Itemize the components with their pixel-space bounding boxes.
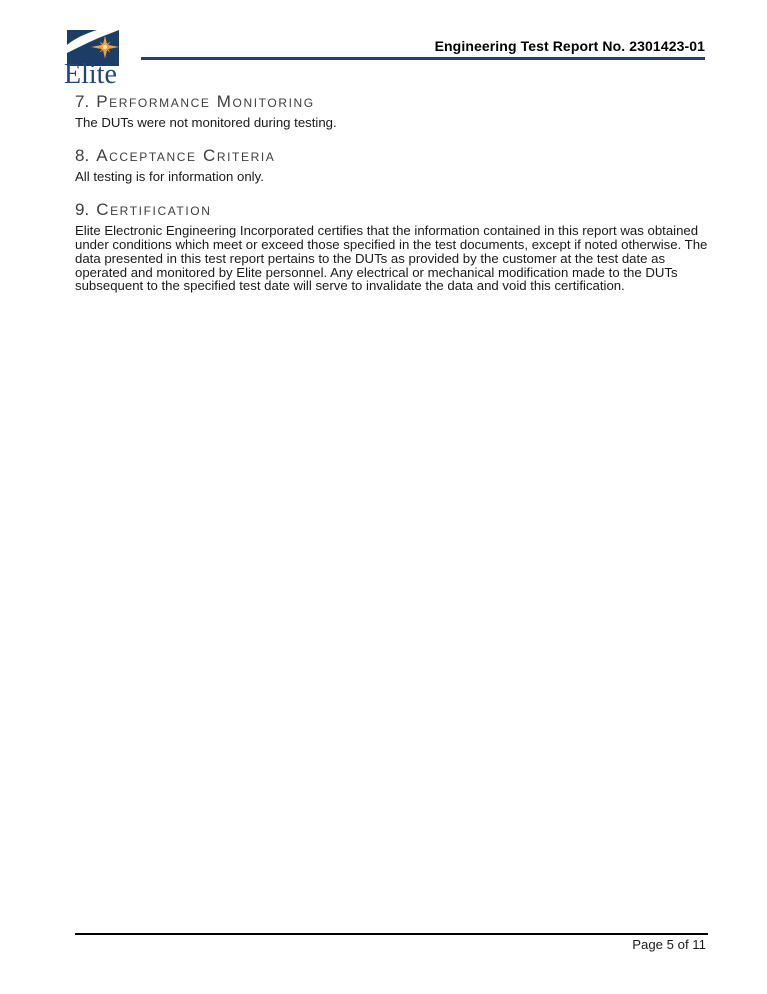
section-title: Certification	[96, 199, 212, 219]
elite-logo	[64, 30, 134, 90]
report-number-title: Engineering Test Report No. 2301423-01	[434, 38, 705, 54]
section-heading	[75, 147, 706, 165]
section-heading	[75, 201, 706, 219]
paragraph-line: data presented in this test report pertains to the DUTs as provided by the customer at the test date as	[75, 250, 666, 266]
paragraph-line: subsequent to the specified test date will serve to invalidate the data and void this certification.	[75, 278, 625, 294]
elite-logo-text: Elite	[64, 59, 117, 90]
section-text: The DUTs were not monitored during testing.	[75, 115, 337, 130]
logo-star-core	[103, 45, 107, 49]
paragraph-line: operated and monitored by Elite personnel. Any electrical or mechanical modification made to the DUTs	[75, 264, 678, 280]
section-text: All testing is for information only.	[75, 168, 264, 184]
report-body	[75, 93, 706, 310]
paragraph-line: under conditions which meet or exceed those specified in the test documents, except if noted otherwise. The	[75, 236, 708, 252]
section-certification	[75, 201, 706, 294]
certification-paragraph	[75, 224, 706, 294]
header-rule	[141, 57, 705, 60]
section-title: Performance Monitoring	[96, 92, 315, 111]
section-number: 9.	[75, 199, 90, 219]
section-number: 7.	[75, 92, 90, 111]
section-number: 8.	[75, 145, 90, 165]
section-heading	[75, 93, 706, 111]
page-number-label: Page 5 of 11	[632, 937, 706, 952]
paragraph-line: Elite Electronic Engineering Incorporated certifies that the information contained in this report was obtained	[75, 222, 699, 238]
section-acceptance-criteria	[75, 147, 706, 184]
footer-rule	[75, 933, 708, 935]
section-title: Acceptance Criteria	[96, 145, 276, 165]
section-performance-monitoring	[75, 93, 706, 130]
